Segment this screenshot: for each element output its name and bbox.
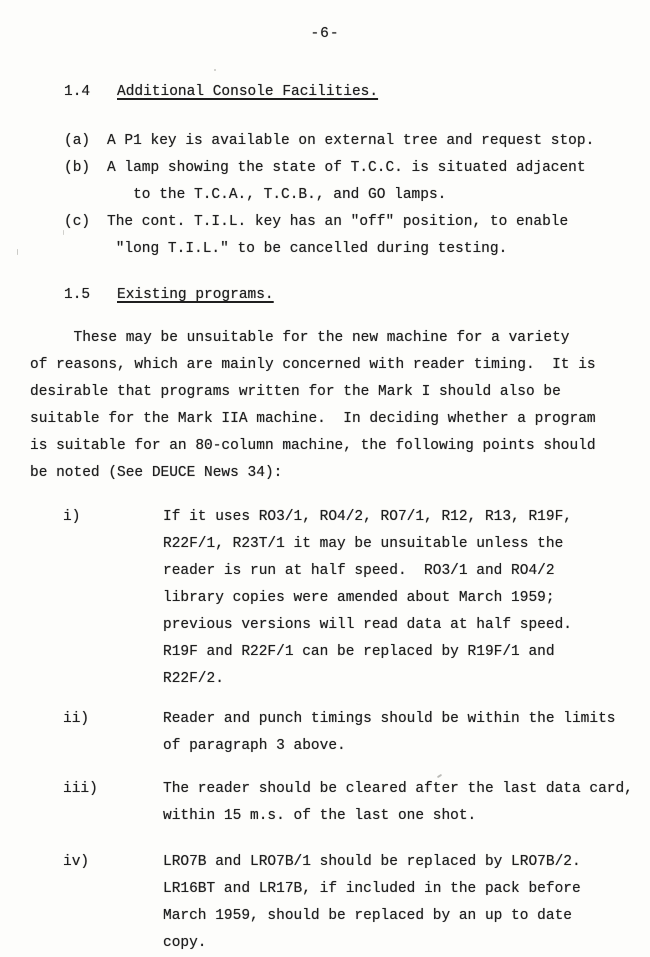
item-line: A lamp showing the state of T.C.C. is situated adjacent [107, 160, 586, 176]
page-number: -6- [310, 26, 340, 42]
item-marker: (a) [64, 133, 91, 149]
item-line: "long T.I.L." to be cancelled during testing. [107, 241, 508, 257]
section-title: Existing programs. [117, 287, 274, 303]
list-item [0, 128, 650, 155]
paragraph [30, 325, 596, 487]
section-number: 1.4 [64, 84, 91, 100]
item-line: The cont. T.I.L. key has an "off" position, to enable [107, 214, 569, 230]
paragraph-line: desirable that programs written for the Mark I should also be [30, 384, 561, 400]
item-line: copy. [163, 935, 207, 951]
section-heading-1-4 [0, 79, 650, 106]
item-line: to the T.C.A., T.C.B., and GO lamps. [107, 187, 447, 203]
item-line: of paragraph 3 above. [163, 738, 346, 754]
item-line: R22F/2. [163, 671, 224, 687]
scan-speck [63, 230, 64, 235]
item-line: A P1 key is available on external tree and request stop. [107, 133, 595, 149]
item-marker: ii) [63, 711, 90, 727]
item-marker: (c) [64, 214, 91, 230]
roman-item [0, 504, 650, 693]
list-item [0, 209, 650, 263]
section-title: Additional Console Facilities. [117, 84, 379, 100]
item-line: library copies were amended about March 1959; [163, 590, 555, 606]
item-line: If it uses RO3/1, RO4/2, RO7/1, R12, R13, R19F, [163, 509, 572, 525]
item-line: within 15 m.s. of the last one shot. [163, 808, 477, 824]
roman-item [0, 849, 650, 957]
item-line: LRO7B and LRO7B/1 should be replaced by LRO7B/2. [163, 854, 581, 870]
roman-item [0, 776, 650, 830]
item-marker: i) [63, 509, 81, 525]
item-line: Reader and punch timings should be within the limits [163, 711, 616, 727]
paragraph-line: These may be unsuitable for the new machine for a variety [30, 330, 570, 346]
item-line: LR16BT and LR17B, if included in the pack before [163, 881, 581, 897]
item-line: R19F and R22F/1 can be replaced by R19F/1 and [163, 644, 555, 660]
item-line: reader is run at half speed. RO3/1 and RO4/2 [163, 563, 555, 579]
item-marker: iv) [63, 854, 90, 870]
scan-speck [17, 249, 18, 255]
paragraph-line: be noted (See DEUCE News 34): [30, 465, 283, 481]
item-marker: (b) [64, 160, 91, 176]
item-line: R22F/1, R23T/1 it may be unsuitable unless the [163, 536, 564, 552]
item-line: previous versions will read data at half speed. [163, 617, 572, 633]
section-heading-1-5 [0, 282, 650, 309]
item-marker: iii) [63, 781, 98, 797]
item-line: The reader should be cleared after the last data card, [163, 781, 633, 797]
scan-speck [214, 69, 216, 71]
list-item [0, 155, 650, 209]
section-number: 1.5 [64, 287, 91, 303]
item-line: March 1959, should be replaced by an up to date [163, 908, 572, 924]
paragraph-line: suitable for the Mark IIA machine. In deciding whether a program [30, 411, 596, 427]
roman-item [0, 706, 650, 760]
paragraph-line: of reasons, which are mainly concerned with reader timing. It is [30, 357, 596, 373]
paragraph-line: is suitable for an 80-column machine, the following points should [30, 438, 596, 454]
lettered-list [0, 128, 650, 263]
